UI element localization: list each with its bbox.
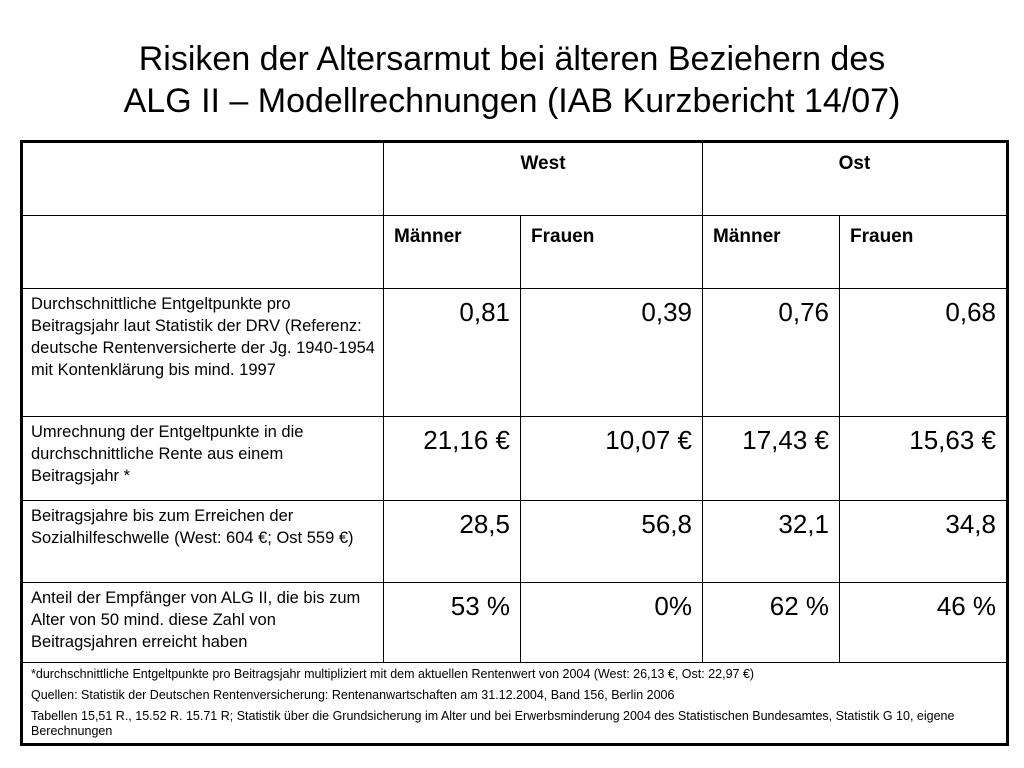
value: 34,8 bbox=[945, 509, 996, 539]
footnote-row bbox=[22, 663, 1008, 745]
value-cell bbox=[521, 501, 703, 583]
value: 32,1 bbox=[778, 509, 829, 539]
data-table bbox=[20, 140, 1009, 746]
value: 53 % bbox=[450, 591, 510, 621]
slide-title-line-1: Risiken der Altersarmut bei älteren Beziehern des bbox=[138, 40, 886, 78]
value: 28,5 bbox=[459, 509, 510, 539]
row-label: Durchschnittliche Entgeltpunkte pro Beitragsjahr laut Statistik der DRV (Referenz: deutsche Rentenversicherte der Jg. 1940-1954 mit Kontenklärung bis mind. 1997 bbox=[31, 295, 375, 379]
table-row bbox=[22, 501, 1008, 583]
slide-title bbox=[0, 38, 1024, 122]
source-line: Quellen: Statistik der Deutschen Rentenversicherung: Rentenanwartschaften am 31.12.2004, Band 156, Berlin 2006 bbox=[31, 688, 675, 702]
value: 0,68 bbox=[945, 297, 996, 327]
corner-cell bbox=[22, 142, 384, 216]
value-cell bbox=[521, 583, 703, 663]
value-cell bbox=[384, 417, 521, 501]
row-label: Anteil der Empfänger von ALG II, die bis zum Alter von 50 mind. diese Zahl von Beitragsjahren erreicht haben bbox=[31, 589, 361, 651]
value-cell bbox=[840, 417, 1008, 501]
sex-label: Frauen bbox=[531, 226, 595, 247]
row-label-cell bbox=[22, 583, 384, 663]
region-label: Ost bbox=[838, 153, 871, 174]
value-cell bbox=[703, 417, 840, 501]
value-cell bbox=[840, 501, 1008, 583]
sex-header bbox=[840, 216, 1008, 289]
footnote-cell bbox=[22, 663, 1008, 745]
row-label-cell bbox=[22, 289, 384, 417]
table-row bbox=[22, 289, 1008, 417]
value: 0,39 bbox=[641, 297, 692, 327]
value: 56,8 bbox=[641, 509, 692, 539]
sex-header bbox=[703, 216, 840, 289]
table-row bbox=[22, 417, 1008, 501]
row-label-cell bbox=[22, 417, 384, 501]
value-cell bbox=[703, 501, 840, 583]
region-header-west bbox=[384, 142, 703, 216]
value: 10,07 € bbox=[605, 425, 692, 455]
corner-cell bbox=[22, 216, 384, 289]
footnote-line: *durchschnittliche Entgeltpunkte pro Beitragsjahr multipliziert mit dem aktuellen Rentenwert von 2004 (West: 26,13 €, Ost: 22,97 €) bbox=[31, 667, 755, 681]
value-cell bbox=[521, 289, 703, 417]
value: 62 % bbox=[769, 591, 829, 621]
row-label: Umrechnung der Entgeltpunkte in die durchschnittliche Rente aus einem Beitragsjahr * bbox=[31, 423, 304, 485]
value-cell bbox=[384, 289, 521, 417]
value: 0,81 bbox=[459, 297, 510, 327]
value-cell bbox=[521, 417, 703, 501]
region-header-ost bbox=[703, 142, 1008, 216]
value-cell bbox=[840, 289, 1008, 417]
header-row-sex bbox=[22, 216, 1008, 289]
value-cell bbox=[384, 583, 521, 663]
region-label: West bbox=[520, 153, 566, 174]
value: 15,63 € bbox=[909, 425, 996, 455]
value-cell bbox=[703, 289, 840, 417]
value: 21,16 € bbox=[423, 425, 510, 455]
slide-title-line-2: ALG II – Modellrechnungen (IAB Kurzbericht 14/07) bbox=[123, 82, 901, 120]
value: 46 % bbox=[936, 591, 996, 621]
table-row bbox=[22, 583, 1008, 663]
sex-label: Männer bbox=[394, 226, 462, 247]
row-label-cell bbox=[22, 501, 384, 583]
value-cell bbox=[840, 583, 1008, 663]
sex-label: Frauen bbox=[850, 226, 914, 247]
source-line: Tabellen 15,51 R., 15.52 R. 15.71 R; Statistik über die Grundsicherung im Alter und bei Erwerbsminderung 2004 des Statistischen Bundesamtes, Statistik G 10, eigene Berechnungen bbox=[31, 709, 955, 738]
value: 0% bbox=[654, 591, 692, 621]
value-cell bbox=[703, 583, 840, 663]
value: 0,76 bbox=[778, 297, 829, 327]
value: 17,43 € bbox=[742, 425, 829, 455]
sex-header bbox=[384, 216, 521, 289]
sex-label: Männer bbox=[713, 226, 781, 247]
row-label: Beitragsjahre bis zum Erreichen der Sozialhilfeschwelle (West: 604 €; Ost 559 €) bbox=[31, 507, 354, 547]
value-cell bbox=[384, 501, 521, 583]
sex-header bbox=[521, 216, 703, 289]
header-row-region bbox=[22, 142, 1008, 216]
